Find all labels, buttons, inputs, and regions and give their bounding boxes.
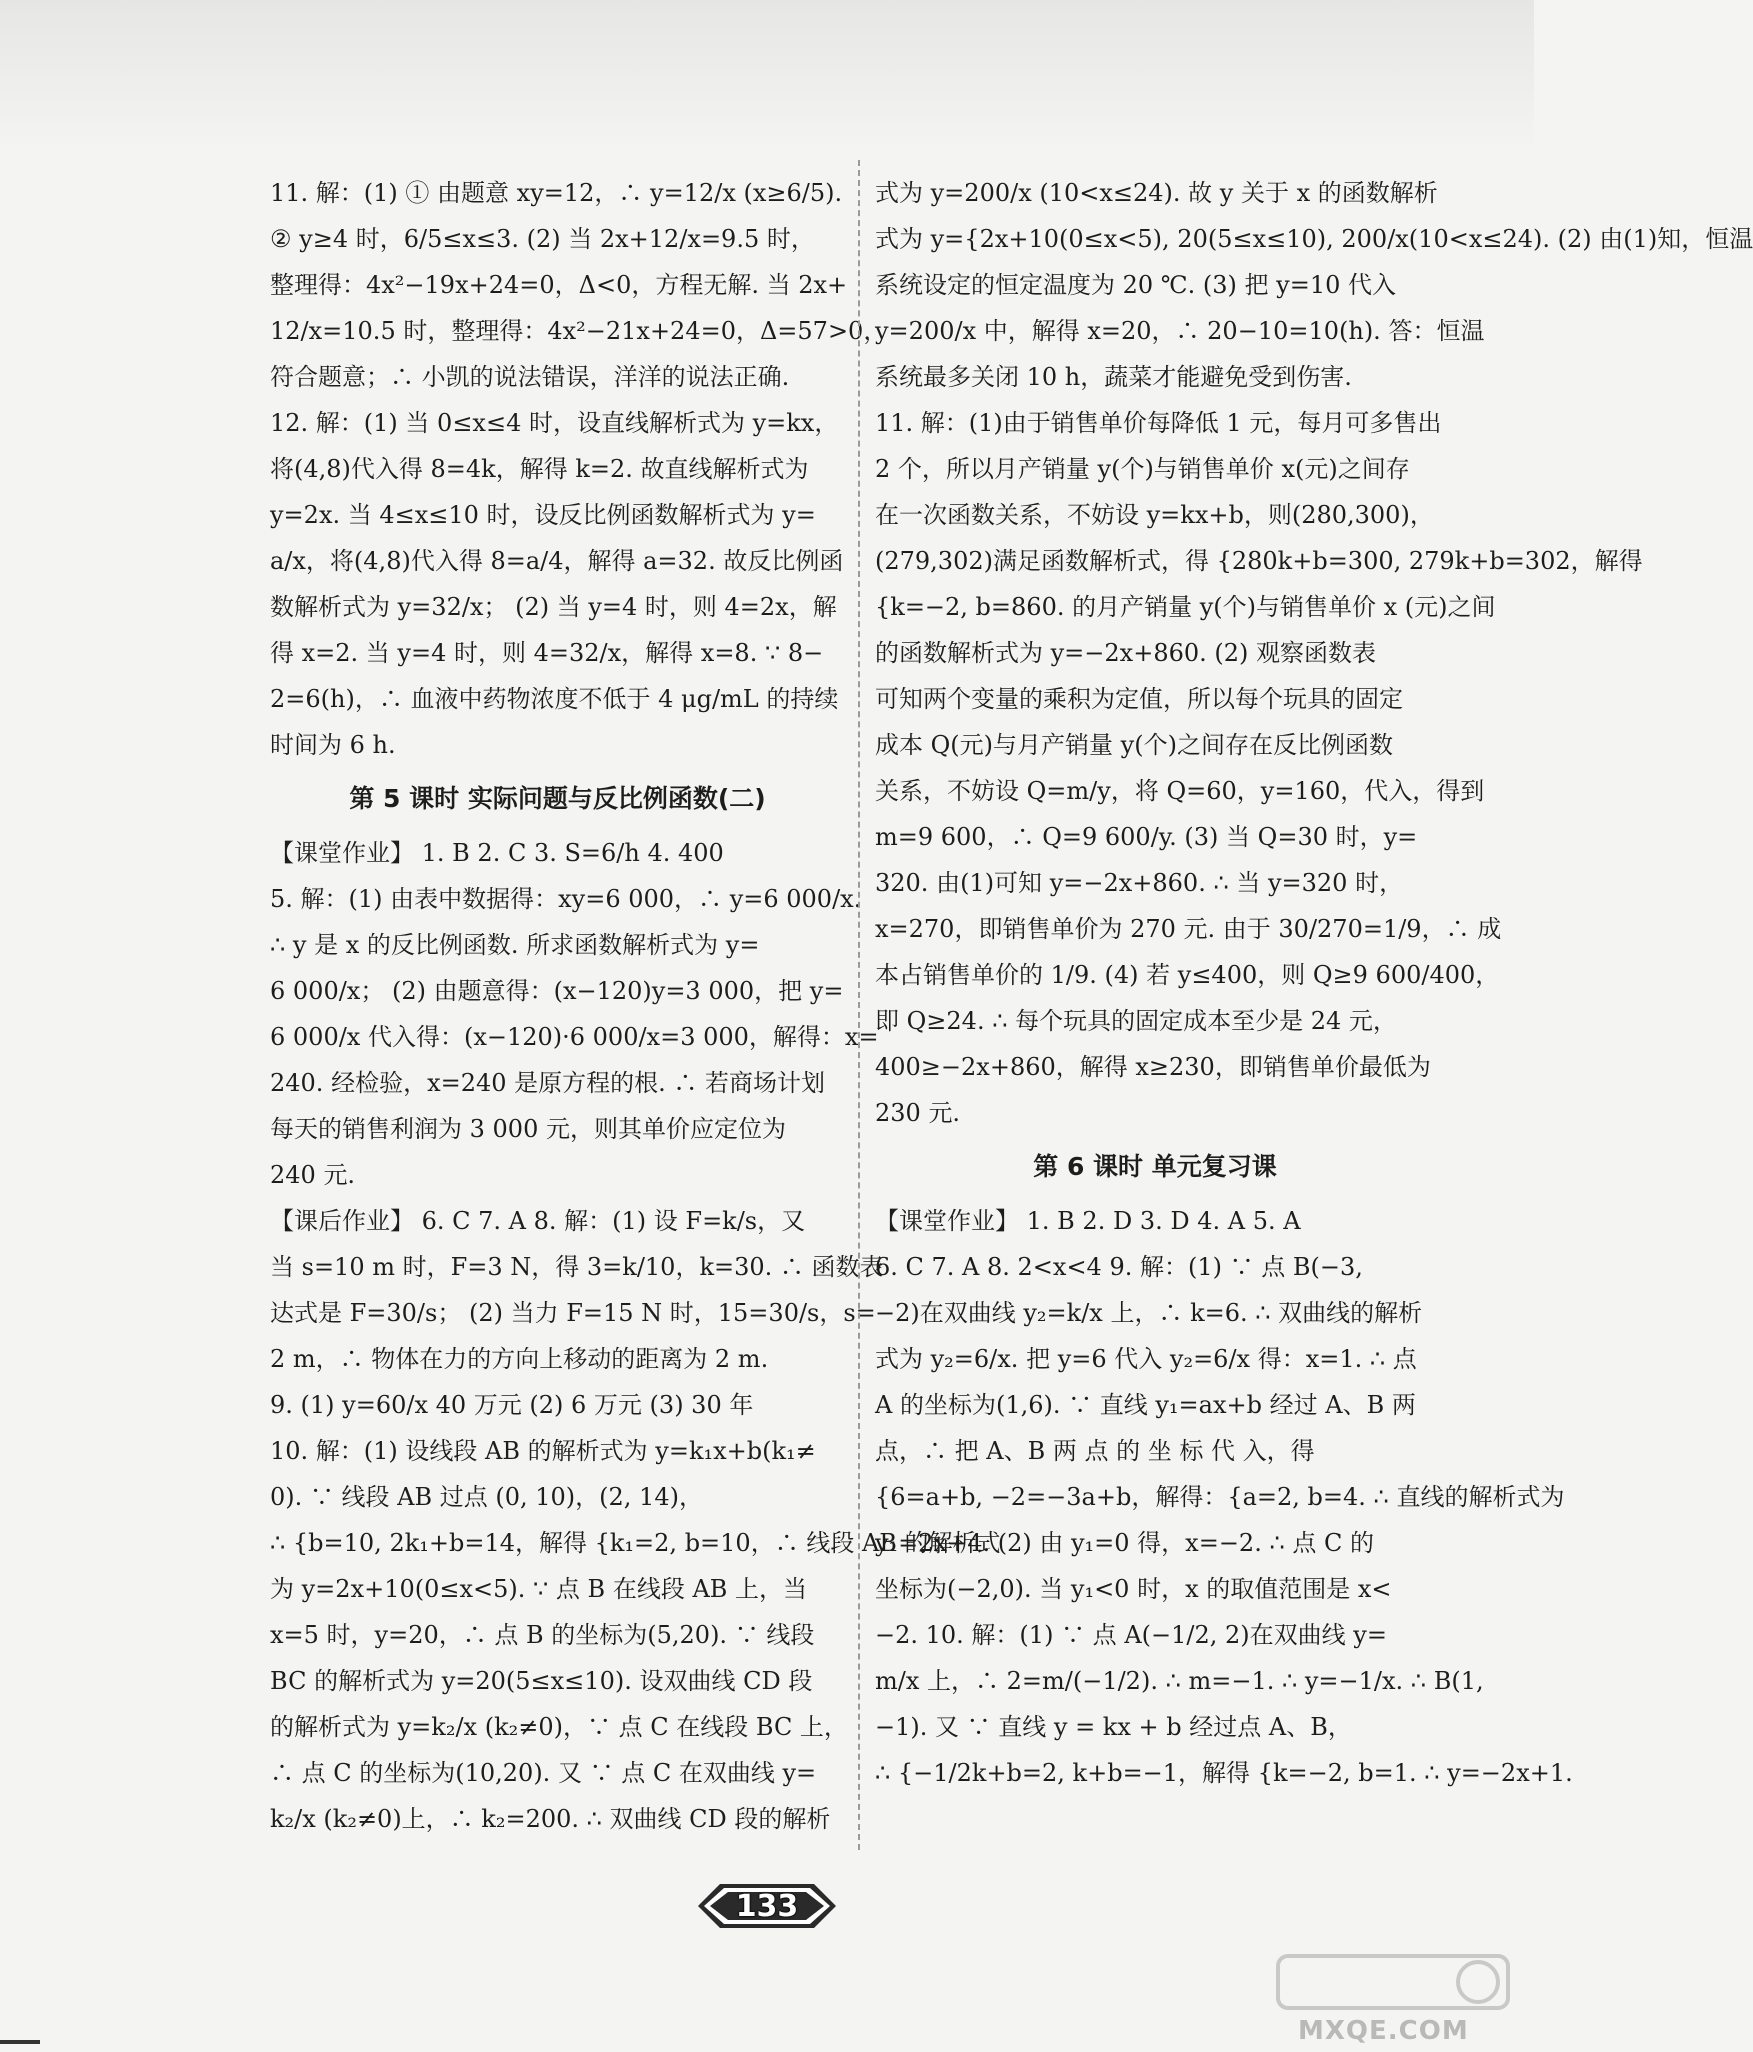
text-line: 400≥−2x+860，解得 x≥230，即销售单价最低为 bbox=[875, 1053, 1431, 1081]
text-line: 的解析式为 y=k₂/x (k₂≠0)，∵ 点 C 在线段 BC 上， bbox=[270, 1713, 848, 1741]
page-number: 133 bbox=[735, 1888, 799, 1924]
text-line: y=200/x 中，解得 x=20，∴ 20−10=10(h). 答：恒温 bbox=[875, 317, 1485, 345]
text-line: a/x，将(4,8)代入得 8=a/4，解得 a=32. 故反比例函 bbox=[270, 547, 844, 575]
text-line: 230 元. bbox=[875, 1099, 961, 1127]
text-line: 得 x=2. 当 y=4 时，则 4=32/x，解得 x=8. ∵ 8− bbox=[270, 639, 824, 667]
text-line: 6 000/x； (2) 由题意得：(x−120)y=3 000，把 y= bbox=[270, 977, 844, 1005]
text-line: 符合题意；∴ 小凯的说法错误，洋洋的说法正确. bbox=[270, 363, 790, 391]
text-line: 240 元. bbox=[270, 1161, 356, 1189]
text-line: y=2x. 当 4≤x≤10 时，设反比例函数解析式为 y= bbox=[270, 501, 816, 529]
text-line: ∴ {b=10, 2k₁+b=14，解得 {k₁=2, b=10，∴ 线段 AB 的解析式 bbox=[270, 1529, 1001, 1557]
text-line: m/x 上，∴ 2=m/(−1/2). ∴ m=−1. ∴ y=−1/x. ∴ B(1, bbox=[875, 1667, 1484, 1695]
text-line: 的函数解析式为 y=−2x+860. (2) 观察函数表 bbox=[875, 639, 1377, 667]
watermark-logo-icon bbox=[1268, 1948, 1518, 2018]
text-line: {k=−2, b=860. 的月产销量 y(个)与销售单价 x (元)之间 bbox=[875, 593, 1496, 621]
watermark-site-text: MXQE.COM bbox=[1298, 2016, 1469, 2046]
section-heading: 第 6 课时 单元复习课 bbox=[1033, 1152, 1277, 1181]
text-line: 2 m，∴ 物体在力的方向上移动的距离为 2 m. bbox=[270, 1345, 769, 1373]
text-line: 5. 解：(1) 由表中数据得：xy=6 000，∴ y=6 000/x. bbox=[270, 885, 862, 913]
text-line: A 的坐标为(1,6). ∵ 直线 y₁=ax+b 经过 A、B 两 bbox=[875, 1391, 1416, 1419]
text-line: m=9 600，∴ Q=9 600/y. (3) 当 Q=30 时，y= bbox=[875, 823, 1418, 851]
text-line: 【课后作业】 6. C 7. A 8. 解：(1) 设 F=k/s，又 bbox=[270, 1207, 806, 1235]
text-line: 式为 y=200/x (10<x≤24). 故 y 关于 x 的函数解析 bbox=[875, 179, 1438, 207]
text-line: −1). 又 ∵ 直线 y = kx + b 经过点 A、B， bbox=[875, 1713, 1352, 1741]
text-line: 【课堂作业】 1. B 2. C 3. S=6/h 4. 400 bbox=[270, 839, 724, 867]
text-line: 将(4,8)代入得 8=4k，解得 k=2. 故直线解析式为 bbox=[270, 455, 809, 483]
text-line: 每天的销售利润为 3 000 元，则其单价应定位为 bbox=[270, 1115, 786, 1143]
text-line: y₁=2x+4. (2) 由 y₁=0 得，x=−2. ∴ 点 C 的 bbox=[875, 1529, 1374, 1557]
text-line: 式为 y={2x+10(0≤x<5), 20(5≤x≤10), 200/x(10<x≤24). (2) 由(1)知，恒温 bbox=[875, 225, 1753, 253]
page-top-shade bbox=[0, 0, 1534, 150]
column-divider bbox=[858, 160, 860, 1850]
text-line: ∴ 点 C 的坐标为(10,20). 又 ∵ 点 C 在双曲线 y= bbox=[270, 1759, 817, 1787]
right-column bbox=[875, 170, 1753, 1796]
corner-mark bbox=[0, 2040, 40, 2044]
text-line: −2)在双曲线 y₂=k/x 上，∴ k=6. ∴ 双曲线的解析 bbox=[875, 1299, 1423, 1327]
text-line: 2 个，所以月产销量 y(个)与销售单价 x(元)之间存 bbox=[875, 455, 1410, 483]
text-line: 可知两个变量的乘积为定值，所以每个玩具的固定 bbox=[875, 685, 1403, 713]
text-line: (279,302)满足函数解析式，得 {280k+b=300, 279k+b=302，解得 bbox=[875, 547, 1643, 575]
text-line: 12. 解：(1) 当 0≤x≤4 时，设直线解析式为 y=kx， bbox=[270, 409, 839, 437]
text-line: 时间为 6 h. bbox=[270, 731, 396, 759]
text-line: 0). ∵ 线段 AB 过点 (0, 10)，(2, 14)， bbox=[270, 1483, 703, 1511]
text-line: 为 y=2x+10(0≤x<5). ∵ 点 B 在线段 AB 上，当 bbox=[270, 1575, 808, 1603]
text-line: 坐标为(−2,0). 当 y₁<0 时，x 的取值范围是 x< bbox=[875, 1575, 1392, 1603]
text-line: 240. 经检验，x=240 是原方程的根. ∴ 若商场计划 bbox=[270, 1069, 826, 1097]
text-line: 系统设定的恒定温度为 20 ℃. (3) 把 y=10 代入 bbox=[875, 271, 1396, 299]
text-line: 数解析式为 y=32/x； (2) 当 y=4 时，则 4=2x，解 bbox=[270, 593, 837, 621]
text-line: 成本 Q(元)与月产销量 y(个)之间存在反比例函数 bbox=[875, 731, 1393, 759]
text-line: ∴ y 是 x 的反比例函数. 所求函数解析式为 y= bbox=[270, 931, 760, 959]
text-line: 12/x=10.5 时，整理得：4x²−21x+24=0，Δ=57>0， bbox=[270, 317, 888, 345]
text-line: 整理得：4x²−19x+24=0，Δ<0，方程无解. 当 2x+ bbox=[270, 271, 848, 299]
text-line: 【课堂作业】 1. B 2. D 3. D 4. A 5. A bbox=[875, 1207, 1301, 1235]
text-line: 系统最多关闭 10 h，蔬菜才能避免受到伤害. bbox=[875, 363, 1352, 391]
text-line: ∴ {−1/2k+b=2, k+b=−1，解得 {k=−2, b=1. ∴ y=−2x+1. bbox=[875, 1759, 1573, 1787]
text-line: −2. 10. 解：(1) ∵ 点 A(−1/2, 2)在双曲线 y= bbox=[875, 1621, 1387, 1649]
text-line: 10. 解：(1) 设线段 AB 的解析式为 y=k₁x+b(k₁≠ bbox=[270, 1437, 816, 1465]
text-line: 9. (1) y=60/x 40 万元 (2) 6 万元 (3) 30 年 bbox=[270, 1391, 754, 1419]
text-line: 6. C 7. A 8. 2<x<4 9. 解：(1) ∵ 点 B(−3, bbox=[875, 1253, 1363, 1281]
section-heading: 第 5 课时 实际问题与反比例函数(二) bbox=[349, 784, 766, 813]
text-line: 320. 由(1)可知 y=−2x+860. ∴ 当 y=320 时， bbox=[875, 869, 1404, 897]
text-line: 在一次函数关系，不妨设 y=kx+b，则(280,300)， bbox=[875, 501, 1434, 529]
text-line: BC 的解析式为 y=20(5≤x≤10). 设双曲线 CD 段 bbox=[270, 1667, 813, 1695]
text-line: x=270，即销售单价为 270 元. 由于 30/270=1/9，∴ 成 bbox=[875, 915, 1502, 943]
text-line: 点，∴ 把 A、B 两 点 的 坐 标 代 入，得 bbox=[875, 1437, 1315, 1465]
text-line: 即 Q≥24. ∴ 每个玩具的固定成本至少是 24 元， bbox=[875, 1007, 1397, 1035]
text-line: 11. 解：(1) ① 由题意 xy=12，∴ y=12/x (x≥6/5). bbox=[270, 179, 843, 207]
text-line: 当 s=10 m 时，F=3 N，得 3=k/10，k=30. ∴ 函数表 bbox=[270, 1253, 884, 1281]
text-line: 达式是 F=30/s； (2) 当力 F=15 N 时，15=30/s，s= bbox=[270, 1299, 876, 1327]
site-watermark bbox=[1268, 1948, 1518, 2048]
text-line: ② y≥4 时，6/5≤x≤3. (2) 当 2x+12/x=9.5 时， bbox=[270, 225, 815, 253]
text-line: k₂/x (k₂≠0)上，∴ k₂=200. ∴ 双曲线 CD 段的解析 bbox=[270, 1805, 831, 1833]
text-line: 本占销售单价的 1/9. (4) 若 y≤400，则 Q≥9 600/400， bbox=[875, 961, 1500, 989]
page-number-badge bbox=[698, 1876, 836, 1936]
text-line: 6 000/x 代入得：(x−120)·6 000/x=3 000，解得：x= bbox=[270, 1023, 879, 1051]
text-line: 式为 y₂=6/x. 把 y=6 代入 y₂=6/x 得：x=1. ∴ 点 bbox=[875, 1345, 1417, 1373]
text-line: 2=6(h)，∴ 血液中药物浓度不低于 4 μg/mL 的持续 bbox=[270, 685, 839, 713]
text-line: x=5 时，y=20，∴ 点 B 的坐标为(5,20). ∵ 线段 bbox=[270, 1621, 815, 1649]
text-line: 关系，不妨设 Q=m/y，将 Q=60，y=160，代入，得到 bbox=[875, 777, 1485, 805]
text-line: {6=a+b, −2=−3a+b，解得：{a=2, b=4. ∴ 直线的解析式为 bbox=[875, 1483, 1565, 1511]
text-line: 11. 解：(1)由于销售单价每降低 1 元，每月可多售出 bbox=[875, 409, 1442, 437]
